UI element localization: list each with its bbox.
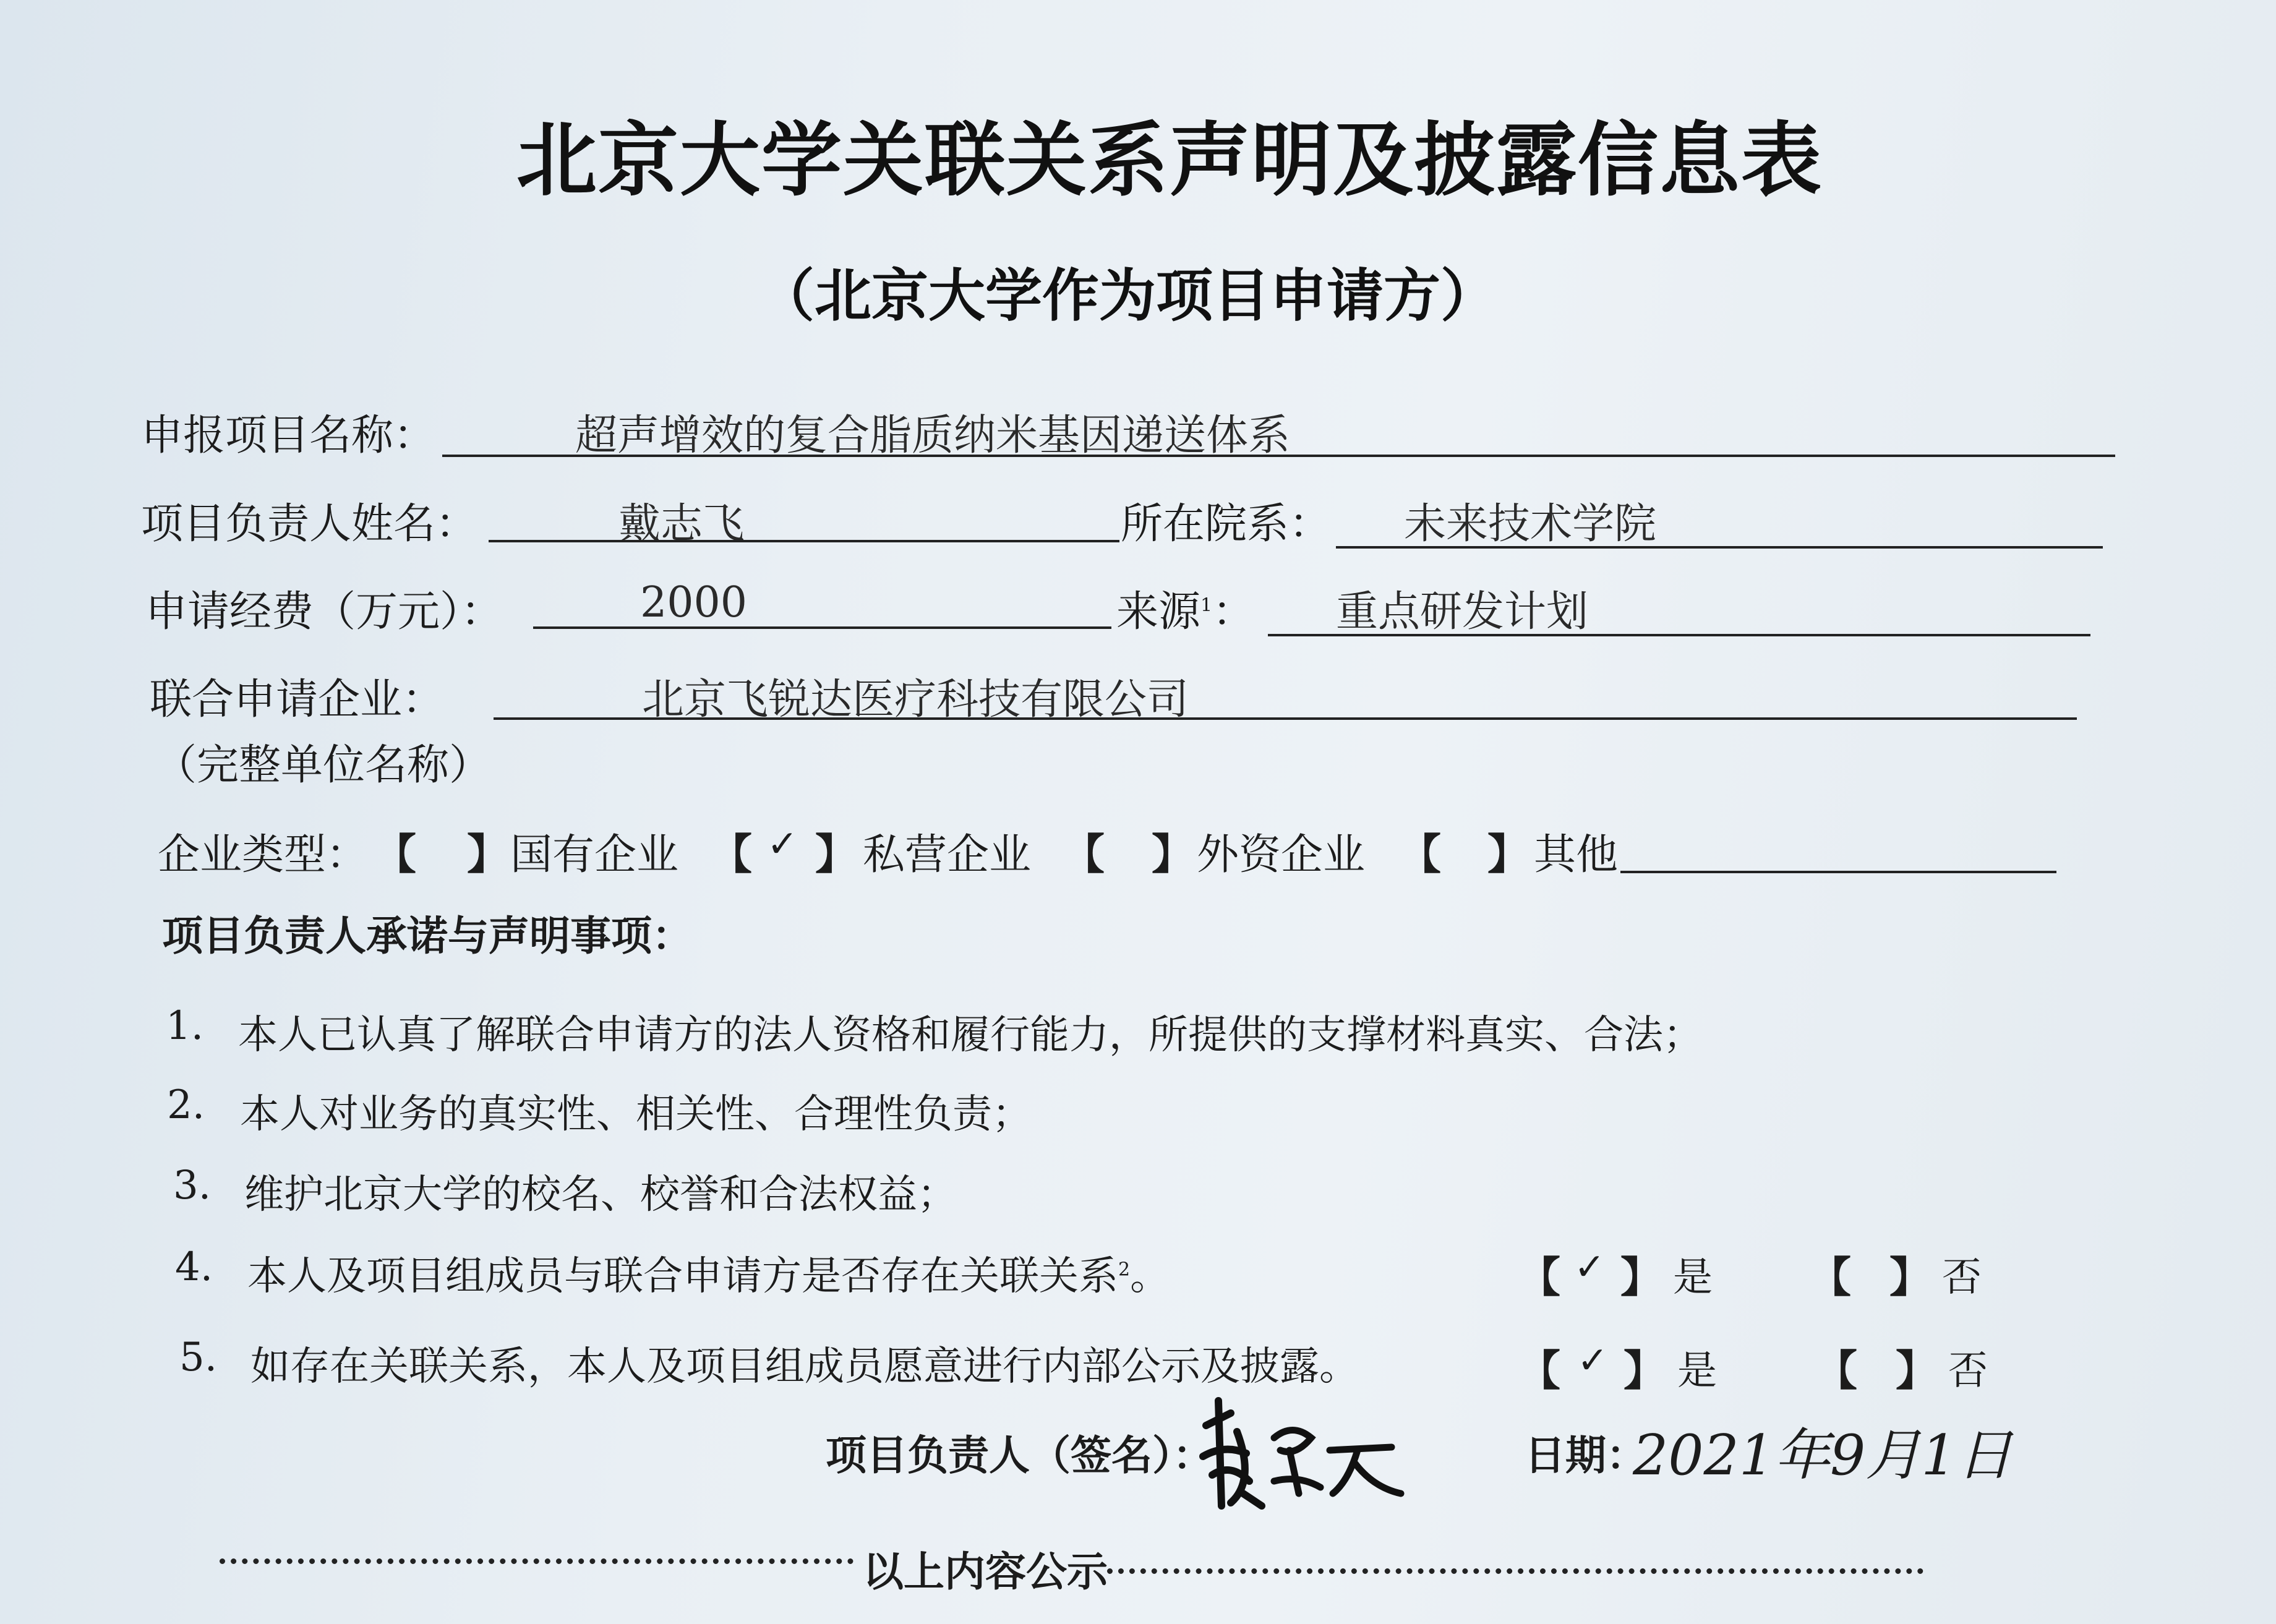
- partner-value: 北京飞锐达医疗科技有限公司: [642, 675, 1189, 724]
- item-4-yes-checkbox[interactable]: ✓: [1574, 1246, 1606, 1289]
- item-4-yes-label: 是: [1673, 1255, 1713, 1301]
- item-4-no-bracket-close: 】: [1889, 1253, 1932, 1302]
- declaration-item-3-text: 维护北京大学的校名、校誉和合法权益；: [244, 1172, 957, 1218]
- bracket-close-foreign: 】: [1152, 830, 1194, 879]
- page-subtitle: （北京大学作为项目申请方）: [758, 262, 1498, 329]
- source-footnote-mark: 1: [1200, 594, 1213, 617]
- dept-label: 所在院系：: [1121, 500, 1332, 549]
- item-5-yes-bracket-close: 】: [1624, 1346, 1666, 1396]
- page-title: 北京大学关联关系声明及披露信息表: [516, 113, 1823, 207]
- item-5-no-label: 否: [1948, 1348, 1988, 1394]
- dept-value: 未来技术学院: [1404, 500, 1657, 549]
- source-label-colon: ：: [1212, 588, 1255, 636]
- footer-dots-left: [220, 1558, 854, 1564]
- fund-underline: [533, 626, 1111, 629]
- item-5-no-bracket-close: 】: [1896, 1346, 1938, 1396]
- declaration-item-4-number: 4.: [175, 1244, 213, 1290]
- bracket-open-other: 【: [1399, 830, 1442, 879]
- declaration-item-3-number: 3.: [173, 1163, 212, 1208]
- leader-label: 项目负责人姓名：: [141, 500, 478, 549]
- source-value: 重点研发计划: [1336, 588, 1589, 636]
- handwritten-signature: [1187, 1388, 1410, 1515]
- bracket-close-other: 】: [1487, 830, 1530, 879]
- item-4-no-bracket-open: 【: [1809, 1253, 1852, 1302]
- bracket-open-private: 【: [710, 830, 753, 879]
- footer-dots-right: [1107, 1568, 1923, 1574]
- bracket-open-foreign: 【: [1063, 830, 1105, 879]
- declaration-item-4-footnote-mark: 2: [1118, 1259, 1131, 1281]
- declaration-item-5-text: 如存在关联关系，本人及项目组成员愿意进行内部公示及披露。: [250, 1344, 1359, 1390]
- declaration-item-2-text: 本人对业务的真实性、相关性、合理性负责；: [240, 1092, 1032, 1137]
- bracket-close-state: 】: [467, 830, 510, 879]
- project-name-label: 申报项目名称：: [141, 411, 436, 460]
- declaration-item-4-text-tail: 。: [1130, 1254, 1170, 1299]
- fund-value: 2000: [640, 578, 748, 627]
- item-4-no-label: 否: [1942, 1255, 1982, 1301]
- option-other: 其他: [1534, 831, 1619, 879]
- footer-disclosure-label: 以上内容公示: [863, 1547, 1108, 1596]
- fund-label: 申请经费（万元）：: [145, 588, 503, 636]
- bracket-open-state: 【: [374, 830, 417, 879]
- declaration-item-2-number: 2.: [167, 1082, 205, 1128]
- signature-scribble: [1187, 1388, 1410, 1512]
- declaration-item-4-text-body: 本人及项目组成员与联合申请方是否存在关联关系: [247, 1254, 1118, 1299]
- signature-label: 项目负责人（签名）：: [826, 1431, 1213, 1479]
- item-5-no-bracket-open: 【: [1815, 1346, 1858, 1396]
- item-5-yes-label: 是: [1677, 1348, 1717, 1394]
- enterprise-type-label: 企业类型：: [158, 831, 369, 879]
- declaration-item-5-number: 5.: [179, 1335, 218, 1380]
- checkbox-private[interactable]: ✓: [767, 823, 798, 866]
- partner-underline: [494, 717, 2077, 720]
- project-name-underline: [442, 455, 2115, 457]
- dept-underline: [1336, 546, 2103, 549]
- bracket-close-private: 】: [815, 830, 858, 879]
- partner-note: （完整单位名称）: [155, 741, 492, 790]
- item-5-yes-checkbox[interactable]: ✓: [1577, 1339, 1609, 1382]
- option-state-owned: 国有企业: [510, 831, 679, 879]
- leader-underline: [489, 540, 1119, 542]
- leader-value: 戴志飞: [618, 500, 745, 549]
- source-label: [1116, 578, 1254, 638]
- item-5-yes-bracket-open: 【: [1518, 1346, 1561, 1396]
- date-label: 日期：: [1525, 1431, 1647, 1479]
- option-private: 私营企业: [863, 831, 1032, 879]
- declaration-item-4-text: [247, 1244, 1170, 1301]
- declaration-heading: 项目负责人承诺与声明事项：: [162, 912, 693, 960]
- item-4-yes-bracket-open: 【: [1518, 1253, 1561, 1302]
- source-label-text: 来源: [1116, 588, 1201, 636]
- declaration-item-1-text: 本人已认真了解联合申请方的法人资格和履行能力，所提供的支撑材料真实、合法；: [238, 1012, 1703, 1058]
- declaration-item-1-number: 1.: [166, 1003, 204, 1049]
- source-underline: [1268, 634, 2090, 636]
- item-4-yes-bracket-close: 】: [1620, 1253, 1663, 1302]
- project-name-value: 超声增效的复合脂质纳米基因递送体系: [575, 411, 1291, 460]
- partner-label: 联合申请企业：: [150, 675, 445, 724]
- option-foreign: 外资企业: [1197, 831, 1366, 879]
- date-handwritten: 2021年9月1日: [1633, 1423, 2013, 1488]
- other-underline: [1620, 871, 2056, 873]
